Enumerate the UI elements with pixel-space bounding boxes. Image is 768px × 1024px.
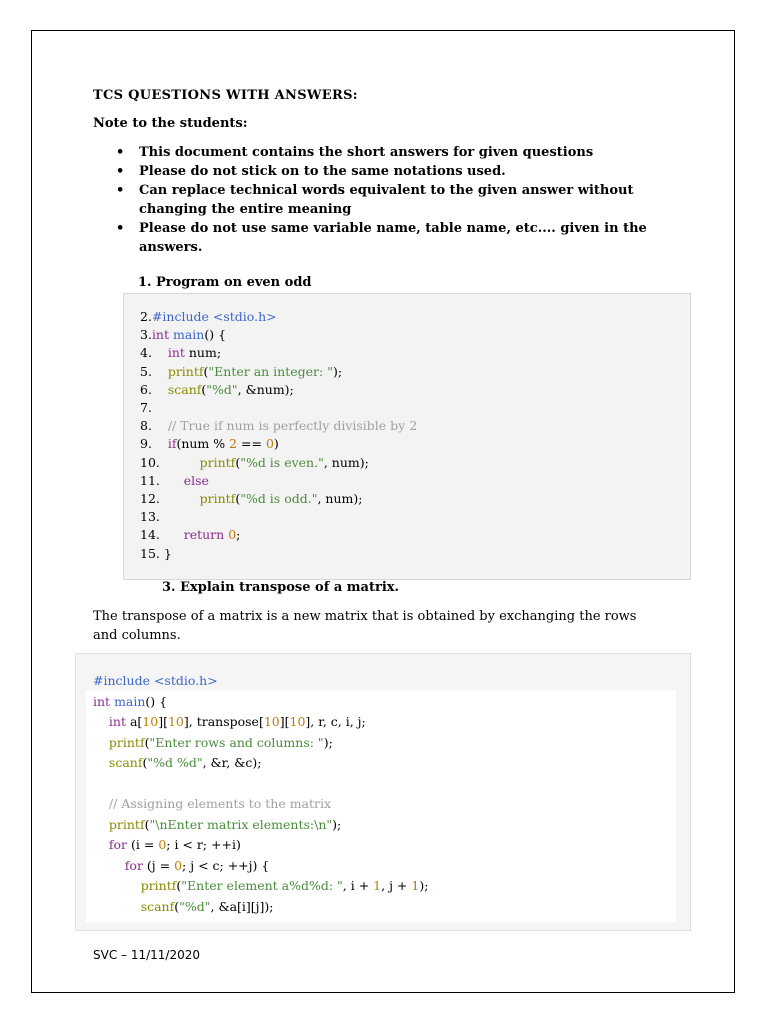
document-title: TCS QUESTIONS WITH ANSWERS: [93,88,358,103]
code-line: int main() { [93,693,168,709]
transpose-paragraph: The transpose of a matrix is a new matrix that is obtained by exchanging the rows and columns. [93,609,637,643]
code-line: // Assigning elements to the matrix [108,796,332,811]
code-line: 10. printf("%d is even.", num); [140,454,369,470]
bullet-icon: • [116,145,125,160]
code-line: 8. // True if num is perfectly divisible by 2 [140,418,418,434]
code-line: printf("Enter element a%d%d: ", i + 1, j + 1); [140,878,429,893]
code-line: 7. [140,400,152,416]
code-line: 2.#include <stdio.h> [140,309,277,324]
code-line: 6. scanf("%d", &num); [140,381,294,397]
code-line: #include <stdio.h> [93,673,218,688]
code-line: 15. } [140,545,172,561]
bullet-icon: • [116,164,125,179]
code-line: 12. printf("%d is odd.", num); [140,491,363,507]
code-line: 4. int num; [140,345,222,361]
code-line [93,774,428,795]
bullet-icon: • [116,183,125,198]
code-line: 5. printf("Enter an integer: "); [140,363,343,379]
section-heading-even-odd: 1. Program on even odd [138,275,312,290]
code-line: for (i = 0; i < r; ++i) [108,837,241,852]
code-line: 14. return 0; [140,527,241,543]
list-item: • This document contains the short answers for given questions [116,145,594,160]
page-footer: SVC – 11/11/2020 [93,948,200,962]
note-heading: Note to the students: [93,116,248,131]
code-transpose-lines [93,671,428,917]
code-line: for (j = 0; j < c; ++j) { [124,857,270,873]
code-line: scanf("%d", &a[i][j]); [140,898,274,914]
list-item: • Can replace technical words equivalent to the given answer without changing the entire meaning [116,183,634,217]
code-line: 3.int main() { [140,327,227,343]
code-even-odd-lines [140,308,417,563]
list-item: • Please do not use same variable name, table name, etc.... given in the answers. [116,221,647,255]
code-line: scanf("%d %d", &r, &c); [108,755,262,770]
list-item: • Please do not stick on to the same notations used. [116,164,506,179]
code-line: 9. if(num % 2 == 0) [140,436,279,452]
code-line: printf("\nEnter matrix elements:\n"); [108,816,342,832]
bullet-icon: • [116,221,125,236]
section-heading-transpose: 3. Explain transpose of a matrix. [162,580,400,595]
notes-list [93,143,693,257]
code-line: 13. [140,509,160,525]
code-line: int a[10][10], transpose[10][10], r, c, i, j; [108,714,366,729]
code-line: 11. else [140,472,209,488]
code-line: printf("Enter rows and columns: "); [108,734,333,750]
